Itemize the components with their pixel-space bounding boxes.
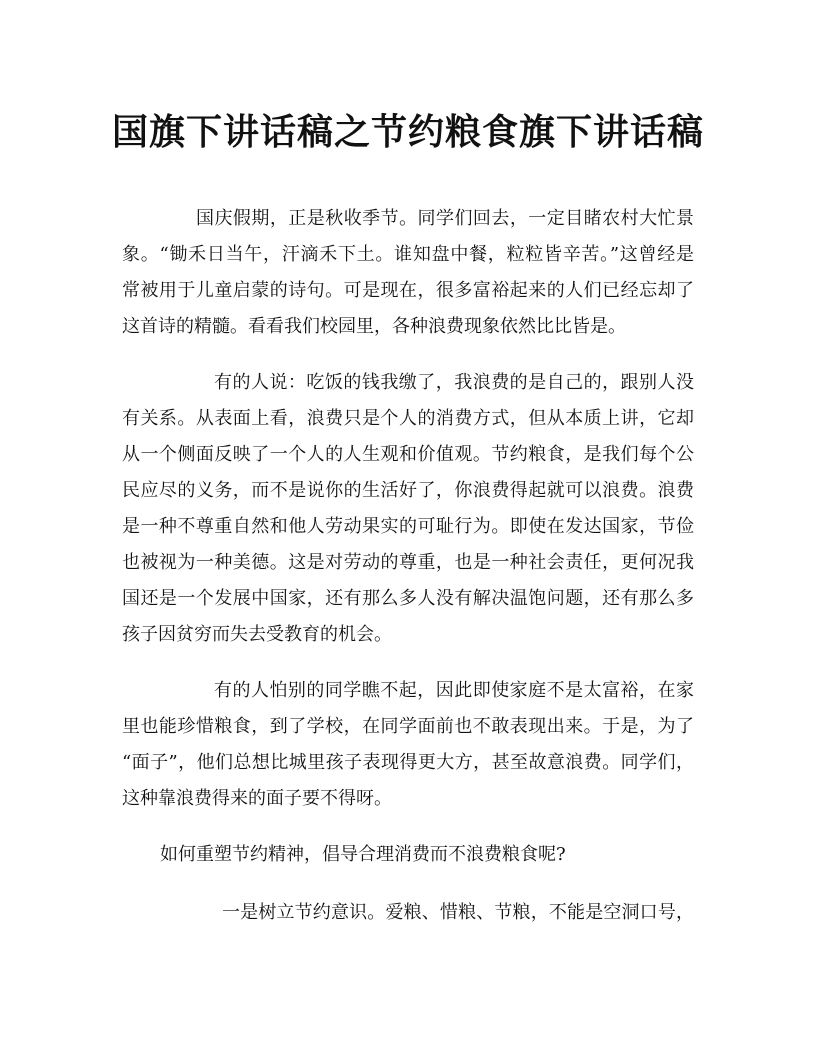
paragraph-line: 也被视为一种美德。这是对劳动的尊重，也是一种社会责任，更何况我 [122,552,694,573]
paragraph-line: 是一种不尊重自然和他人劳动果实的可耻行为。即使在发达国家，节俭 [122,516,694,537]
paragraph-line: 象。“锄禾日当午，汗滴禾下土。谁知盘中餐，粒粒皆辛苦。”这曾经是 [122,244,694,265]
paragraph-line: 有关系。从表面上看，浪费只是个人的消费方式，但从本质上讲，它却 [122,408,694,429]
paragraph-line: 有的人怕别的同学瞧不起，因此即使家庭不是太富裕，在家 [214,680,694,701]
paragraph-line: 里也能珍惜粮食，到了学校，在同学面前也不敢表现出来。于是，为了 [122,716,694,737]
paragraph-line: 有的人说：吃饭的钱我缴了，我浪费的是自己的，跟别人没 [214,372,694,393]
paragraph-line: 国庆假期，正是秋收季节。同学们回去，一定目睹农村大忙景 [196,208,694,229]
paragraph-line: 这首诗的精髓。看看我们校园里，各种浪费现象依然比比皆是。 [122,316,626,337]
paragraph-line: 常被用于儿童启蒙的诗句。可是现在，很多富裕起来的人们已经忘却了 [122,280,694,301]
paragraph-line: 民应尽的义务，而不是说你的生活好了，你浪费得起就可以浪费。浪费 [122,480,694,501]
document-title: 国旗下讲话稿之节约粮食旗下讲话稿 [111,111,704,153]
paragraph-line: 孩子因贫穷而失去受教育的机会。 [122,624,392,645]
paragraph-line: 一是树立节约意识。爱粮、惜粮、节粮，不能是空洞口号， [222,902,694,923]
paragraph-line: 如何重塑节约精神，倡导合理消费而不浪费粮食呢? [160,844,566,865]
paragraph-line: “面子”，他们总想比城里孩子表现得更大方，甚至故意浪费。同学们， [122,752,694,773]
paragraph-line: 从一个侧面反映了一个人的人生观和价值观。节约粮食，是我们每个公 [122,444,694,465]
paragraph-line: 国还是一个发展中国家，还有那么多人没有解决温饱问题，还有那么多 [122,588,694,609]
paragraph-line: 这种靠浪费得来的面子要不得呀。 [122,788,392,809]
